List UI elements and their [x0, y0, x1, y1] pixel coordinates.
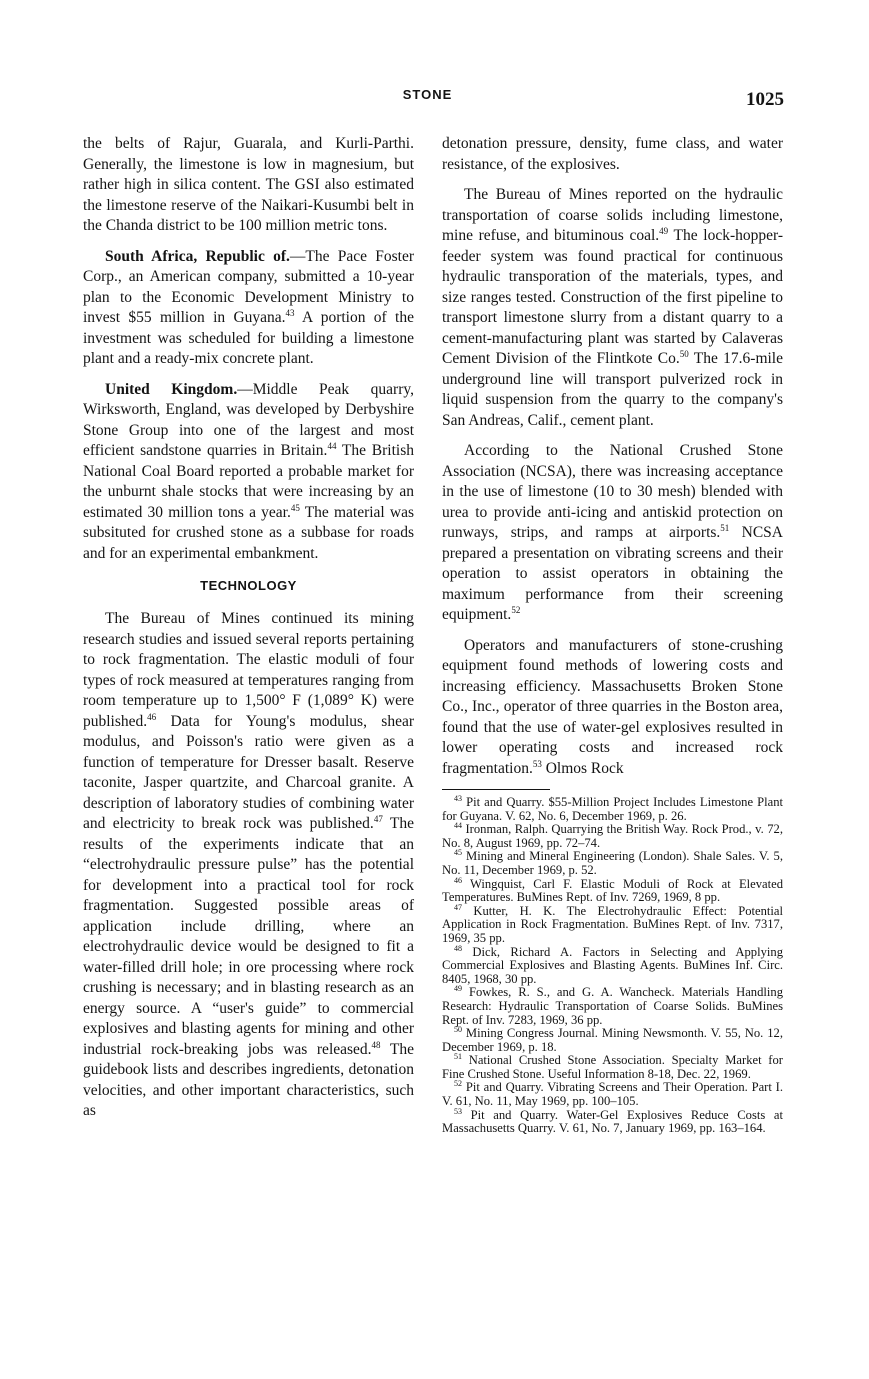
footnote-number: 48: [454, 943, 462, 953]
footnote: [442, 943, 783, 987]
paragraph-technology: [83, 609, 414, 1122]
paragraph-text: The material was subsituted for crushed stone as a subbase for roads and for an experimental embankment.: [83, 503, 414, 562]
paragraph-text: The Bureau of Mines continued its mining research studies and issued several reports pertaining to rock fragmentation. The elastic moduli of four types of rock measured at temperatures ranging from room temperature up to 1,500° F (1,089° K) were published.: [83, 610, 414, 730]
paragraph-south-africa: [83, 247, 414, 370]
footnote-ref[interactable]: 48: [371, 1039, 381, 1050]
paragraph-explosives-cont: [442, 134, 783, 175]
country-heading: South Africa, Republic of.: [105, 247, 290, 265]
footnote-text: Ironman, Ralph. Quarrying the British Way. Rock Prod., v. 72, No. 8, August 1969, pp. 72–74.: [442, 822, 783, 850]
footnote: [442, 1106, 783, 1136]
footnote: [442, 850, 783, 877]
footnote: [442, 1054, 783, 1081]
footnote-number: 50: [454, 1024, 462, 1034]
paragraph-india-limestone: [83, 134, 414, 237]
footnote: [442, 902, 783, 946]
footnote-ref[interactable]: 52: [511, 604, 521, 615]
footnote-ref[interactable]: 53: [532, 758, 542, 769]
footnote-number: 51: [454, 1052, 462, 1062]
footnote-text: Kutter, H. K. The Electrohydraulic Effect: Potential Application in Rock Fragmentation. BuMines Rept. of Inv. 7317, 1969, 35 pp.: [442, 903, 783, 945]
footnote-ref[interactable]: 44: [327, 440, 337, 451]
paragraph-text: The lock-hopper-feeder system was found practical for continuous hydraulic transporation of the materials, types, and size ranges tested. Construction of the first pipeline to transport limestone slurry from a distant quarry to a cement-manufacturing plant was started by Calaveras Cement Division of the Flintkote Co.: [442, 227, 784, 367]
paragraph-operators: [442, 636, 783, 780]
footnote: [442, 1024, 783, 1054]
paragraph-text: —Middle Peak quarry, Wirksworth, England, was developed by Derbyshire Stone Group into one of the largest and most efficient sandstone quarries in Britain.: [83, 380, 414, 459]
paragraph-text: the belts of Rajur, Guarala, and Kurli-Parthi. Generally, the limestone is low in magnesium, but rather high in silica content. The GSI also estimated the limestone reserve of the Naikari-Kusumbi belt in the Chanda district to be 100 million metric tons.: [83, 135, 414, 234]
running-title: STONE: [402, 87, 453, 102]
footnote-text: Dick, Richard A. Factors in Selecting and Applying Commercial Explosives and Blasting Agents. BuMines Inf. Circ. 8405, 1968, 30 pp.: [442, 944, 783, 986]
footnote-text: Wingquist, Carl F. Elastic Moduli of Rock at Elevated Temperatures. BuMines Rept. of Inv. 7269, 1969, 8 pp.: [442, 876, 784, 905]
paragraph-text: The Bureau of Mines reported on the hydraulic transportation of coarse solids including limestone, mine refuse, and bituminous coal.: [442, 186, 783, 244]
footnote-divider: [442, 789, 550, 790]
paragraph-text: The 17.6-mile underground line will transport pulverized rock in liquid suspension from the quarry to the company's San Andreas, Calif., cement plant.: [442, 350, 783, 429]
paragraph-text: The results of the experiments indicate that an “electrohydraulic pressure pulse” has the potential for development into a practical tool for rock fragmentation. Suggested possible areas of application include drilling, where an electrohydraulic device would be designed to fit a water-filled drill hole; in ore processing where rock crushing is necessary; and in blasting research as an energy source. A “user's guide” to commercial explosives and blasting agents for mining and other industrial rock-breaking jobs was released.: [83, 815, 414, 1058]
footnote: [442, 875, 784, 905]
footnote-number: 53: [454, 1106, 462, 1116]
footnote-ref[interactable]: 50: [679, 348, 689, 359]
footnote: [442, 793, 783, 823]
footnote-text: Fowkes, R. S., and G. A. Wancheck. Materials Handling Research: Hydraulic Transportation of Coarse Solids. BuMines Rept. of Inv. 7283, 1969, 36 pp.: [442, 985, 783, 1027]
footnote-text: Pit and Quarry. $55-Million Project Includes Limestone Plant for Guyana. V. 62, No. 6, December 1969, p. 26.: [442, 795, 783, 823]
page-number: 1025: [746, 89, 784, 110]
paragraph-text: A portion of the investment was scheduled for building a limestone plant and a ready-mix concrete plant.: [83, 309, 414, 367]
paragraph-text: Operators and manufacturers of stone-crushing equipment found methods of lowering costs and increasing efficiency. Massachusetts Broken Stone Co., Inc., operator of three quarries in the Boston area, found that the use of water-gel explosives resulted in lower operating costs and increased rock fragmentation.: [442, 636, 783, 777]
paragraph-text: The British National Coal Board reported a probable market for the unburnt shale stocks that were increasing by an estimated 30 million tons a year.: [83, 442, 414, 521]
footnote-number: 43: [454, 793, 462, 803]
footnote-number: 52: [454, 1079, 462, 1089]
footnote-ref[interactable]: 47: [373, 813, 383, 824]
paragraph-text: Olmos Rock: [541, 759, 624, 777]
paragraph-text: —The Pace Foster Corp., an American company, submitted a 10-year plan to the Economic Development Ministry to invest $55 million in Guyana.: [83, 247, 414, 326]
section-heading-technology: TECHNOLOGY: [200, 578, 297, 593]
footnote-number: 49: [454, 984, 462, 994]
footnote-number: 46: [454, 875, 462, 885]
paragraph-ncsa: [442, 441, 783, 626]
footnote: [442, 823, 783, 850]
footnotes-list: [442, 793, 784, 1136]
footnote: [442, 1081, 783, 1108]
paragraph-united-kingdom: [83, 380, 414, 565]
footnote-ref[interactable]: 45: [290, 502, 300, 513]
paragraph-text: NCSA prepared a presentation on vibrating screens and their operation to assist operators in obtaining the maximum performance from their screening equipment.: [442, 524, 783, 623]
paragraph-text: detonation pressure, density, fume class, and water resistance, of the explosives.: [442, 135, 783, 173]
footnote-ref[interactable]: 46: [147, 711, 157, 722]
footnote-number: 47: [454, 902, 462, 912]
footnote-text: Pit and Quarry. Vibrating Screens and Their Operation. Part I. V. 61, No. 11, May 1969, pp. 100–105.: [442, 1080, 784, 1109]
footnote-text: Mining Congress Journal. Mining Newsmonth. V. 55, No. 12, December 1969, p. 18.: [442, 1026, 783, 1054]
footnote-ref[interactable]: 43: [285, 307, 295, 318]
paragraph-text: According to the National Crushed Stone Association (NCSA), there was increasing acceptance in the use of limestone (10 to 30 mesh) blended with urea to provide anti-icing and antiskid protection on runways, strips, and ramps at airports.: [442, 442, 783, 541]
footnote-number: 45: [454, 848, 462, 858]
paragraph-hydraulic-transport: [442, 185, 783, 431]
footnote-text: Mining and Mineral Engineering (London). Shale Sales. V. 5, No. 11, December 1969, p. 52.: [442, 849, 783, 877]
paragraph-text: The guidebook lists and describes ingredients, detonation velocities, and other important characteristics, such as: [83, 1040, 414, 1119]
footnote-ref[interactable]: 51: [720, 522, 730, 533]
footnote-number: 44: [454, 821, 462, 830]
footnote-text: National Crushed Stone Association. Specialty Market for Fine Crushed Stone. Useful Information 8-18, Dec. 22, 1969.: [442, 1053, 783, 1081]
country-heading: United Kingdom.: [105, 380, 238, 398]
footnote: [442, 986, 783, 1027]
left-column: [83, 134, 414, 1132]
footnote-text: Pit and Quarry. Water-Gel Explosives Reduce Costs at Massachusetts Quarry. V. 61, No. 7, January 1969, pp. 163–164.: [442, 1107, 783, 1136]
footnote-ref[interactable]: 49: [659, 225, 669, 236]
paragraph-text: Data for Young's modulus, shear modulus, and Poisson's ratio were given as a function of temperature for Dresser basalt. Reserve taconite, Jasper quartzite, and Charcoal granite. A description of laboratory studies of combining water and electricity to break rock was published.: [83, 712, 414, 832]
right-column: [442, 134, 783, 1136]
